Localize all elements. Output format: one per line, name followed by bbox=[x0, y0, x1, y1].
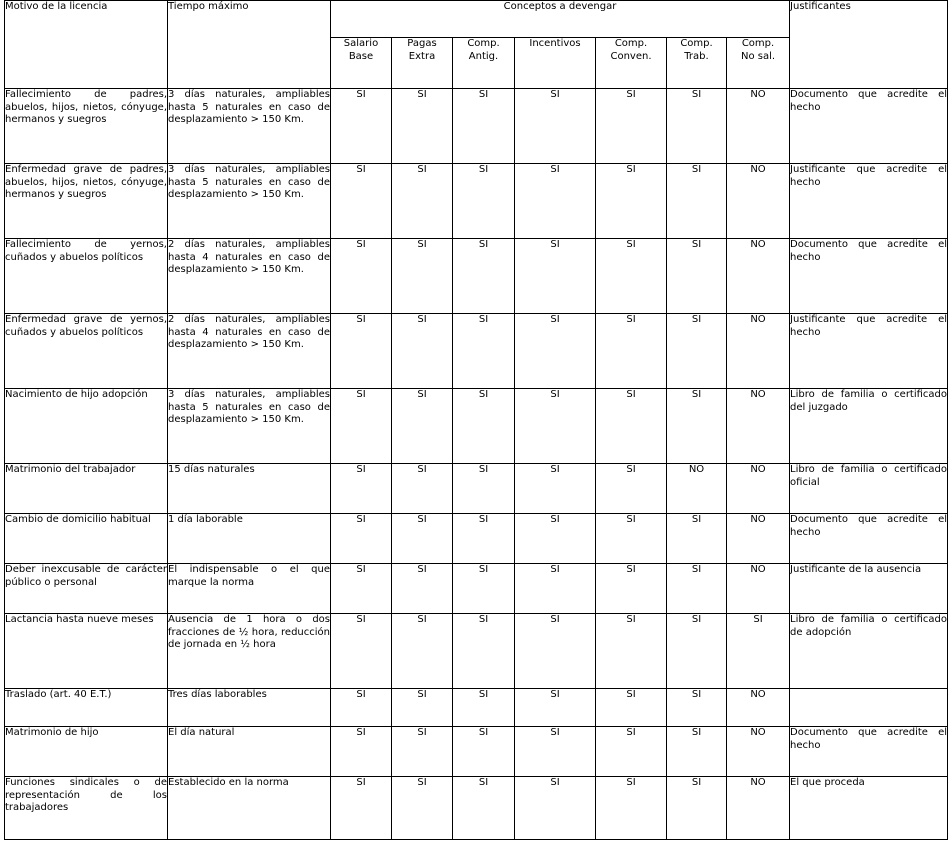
motivo-cell: Deber inexcusable de carácter público o personal bbox=[5, 564, 168, 614]
concepto-value-cell: SI bbox=[392, 464, 453, 514]
tiempo-cell: El indispensable o el que marque la norma bbox=[168, 564, 331, 614]
table-row bbox=[5, 89, 948, 164]
concepto-value-cell: NO bbox=[727, 514, 790, 564]
table-row bbox=[5, 389, 948, 464]
concepto-value-cell: SI bbox=[392, 727, 453, 777]
concepto-value-cell: SI bbox=[515, 164, 596, 239]
table-row bbox=[5, 614, 948, 689]
table-row bbox=[5, 564, 948, 614]
motivo-cell: Fallecimiento de padres, abuelos, hijos, nietos, cónyuge, hermanos y suegros bbox=[5, 89, 168, 164]
justificante-cell: Documento que acredite el hecho bbox=[790, 514, 948, 564]
table-row bbox=[5, 464, 948, 514]
concepto-value-cell: NO bbox=[727, 164, 790, 239]
concepto-value-cell: SI bbox=[331, 564, 392, 614]
concepto-value-cell: SI bbox=[596, 89, 667, 164]
concepto-value-cell: SI bbox=[331, 464, 392, 514]
concepto-value-cell: SI bbox=[453, 164, 515, 239]
concepto-value-cell: SI bbox=[392, 564, 453, 614]
concepto-value-cell: SI bbox=[667, 614, 727, 689]
header-sub-concepto bbox=[596, 38, 667, 89]
concepto-value-cell: SI bbox=[453, 89, 515, 164]
motivo-cell: Fallecimiento de yernos, cuñados y abuelos políticos bbox=[5, 239, 168, 314]
justificante-cell: Documento que acredite el hecho bbox=[790, 239, 948, 314]
concepto-value-cell: SI bbox=[515, 514, 596, 564]
justificante-cell: Libro de familia o certificado oficial bbox=[790, 464, 948, 514]
header-tiempo: Tiempo máximo bbox=[168, 1, 331, 89]
tiempo-cell: 3 días naturales, ampliables hasta 5 naturales en caso de desplazamiento > 150 Km. bbox=[168, 389, 331, 464]
motivo-cell: Matrimonio de hijo bbox=[5, 727, 168, 777]
concepto-value-cell: NO bbox=[727, 464, 790, 514]
licencias-table bbox=[4, 0, 948, 840]
motivo-cell: Cambio de domicilio habitual bbox=[5, 514, 168, 564]
concepto-value-cell: SI bbox=[453, 564, 515, 614]
concepto-value-cell: SI bbox=[515, 314, 596, 389]
concepto-value-cell: SI bbox=[392, 89, 453, 164]
concepto-value-cell: SI bbox=[453, 614, 515, 689]
concepto-value-cell: SI bbox=[331, 314, 392, 389]
concepto-value-cell: SI bbox=[392, 239, 453, 314]
header-sub-concepto bbox=[453, 38, 515, 89]
concepto-value-cell: SI bbox=[331, 777, 392, 840]
table-row bbox=[5, 777, 948, 840]
justificante-cell: Justificante que acredite el hecho bbox=[790, 164, 948, 239]
tiempo-cell: 2 días naturales, ampliables hasta 4 naturales en caso de desplazamiento > 150 Km. bbox=[168, 314, 331, 389]
concepto-value-cell: SI bbox=[667, 239, 727, 314]
concepto-value-cell: SI bbox=[596, 614, 667, 689]
concepto-value-cell: SI bbox=[596, 389, 667, 464]
header-row-top bbox=[5, 1, 948, 38]
concepto-value-cell: SI bbox=[515, 89, 596, 164]
concepto-value-cell: SI bbox=[667, 89, 727, 164]
table-row bbox=[5, 514, 948, 564]
header-motivo: Motivo de la licencia bbox=[5, 1, 168, 89]
concepto-value-cell: SI bbox=[515, 464, 596, 514]
motivo-cell: Funciones sindicales o de representación de los trabajadores bbox=[5, 777, 168, 840]
motivo-cell: Enfermedad grave de yernos, cuñados y abuelos políticos bbox=[5, 314, 168, 389]
concepto-value-cell: SI bbox=[331, 89, 392, 164]
header-sub-line: Conven. bbox=[610, 50, 652, 62]
header-sub-line: Comp. bbox=[614, 38, 648, 49]
concepto-value-cell: SI bbox=[515, 727, 596, 777]
table-row bbox=[5, 239, 948, 314]
motivo-cell: Enfermedad grave de padres, abuelos, hijos, nietos, cónyuge, hermanos y suegros bbox=[5, 164, 168, 239]
table-row bbox=[5, 689, 948, 727]
header-sub-line: Trab. bbox=[684, 50, 709, 62]
concepto-value-cell: SI bbox=[515, 564, 596, 614]
concepto-value-cell: SI bbox=[596, 689, 667, 727]
concepto-value-cell: SI bbox=[392, 164, 453, 239]
concepto-value-cell: NO bbox=[727, 89, 790, 164]
table-row bbox=[5, 727, 948, 777]
justificante-cell: Documento que acredite el hecho bbox=[790, 727, 948, 777]
justificante-cell: Documento que acredite el hecho bbox=[790, 89, 948, 164]
tiempo-cell: Ausencia de 1 hora o dos fracciones de ½ hora, reducción de jornada en ½ hora bbox=[168, 614, 331, 689]
header-sub-line: Base bbox=[348, 50, 374, 62]
header-sub-line: Antig. bbox=[468, 50, 499, 62]
concepto-value-cell: SI bbox=[392, 689, 453, 727]
concepto-value-cell: SI bbox=[596, 514, 667, 564]
header-sub-line: Extra bbox=[408, 50, 436, 62]
concepto-value-cell: SI bbox=[596, 727, 667, 777]
header-sub-concepto bbox=[331, 38, 392, 89]
header-sub-line: Comp. bbox=[741, 38, 775, 49]
concepto-value-cell: SI bbox=[453, 314, 515, 389]
concepto-value-cell: SI bbox=[331, 614, 392, 689]
header-sub-concepto bbox=[515, 38, 596, 89]
concepto-value-cell: SI bbox=[515, 614, 596, 689]
concepto-value-cell: SI bbox=[515, 389, 596, 464]
concepto-value-cell: SI bbox=[667, 727, 727, 777]
concepto-value-cell: SI bbox=[596, 239, 667, 314]
concepto-value-cell: NO bbox=[727, 689, 790, 727]
header-sub-concepto bbox=[667, 38, 727, 89]
concepto-value-cell: SI bbox=[667, 314, 727, 389]
concepto-value-cell: SI bbox=[667, 389, 727, 464]
concepto-value-cell: SI bbox=[453, 239, 515, 314]
concepto-value-cell: SI bbox=[667, 514, 727, 564]
concepto-value-cell: SI bbox=[453, 514, 515, 564]
concepto-value-cell: SI bbox=[453, 777, 515, 840]
concepto-value-cell: NO bbox=[727, 389, 790, 464]
concepto-value-cell: SI bbox=[667, 164, 727, 239]
justificante-cell: Libro de familia o certificado de adopción bbox=[790, 614, 948, 689]
concepto-value-cell: NO bbox=[727, 564, 790, 614]
concepto-value-cell: SI bbox=[596, 777, 667, 840]
concepto-value-cell: NO bbox=[667, 464, 727, 514]
tiempo-cell: El día natural bbox=[168, 727, 331, 777]
concepto-value-cell: SI bbox=[515, 777, 596, 840]
header-sub-line: Comp. bbox=[680, 38, 713, 49]
tiempo-cell: 2 días naturales, ampliables hasta 4 naturales en caso de desplazamiento > 150 Km. bbox=[168, 239, 331, 314]
concepto-value-cell: SI bbox=[515, 689, 596, 727]
concepto-value-cell: SI bbox=[453, 689, 515, 727]
concepto-value-cell: SI bbox=[331, 164, 392, 239]
concepto-value-cell: SI bbox=[331, 239, 392, 314]
table-row bbox=[5, 314, 948, 389]
motivo-cell: Lactancia hasta nueve meses bbox=[5, 614, 168, 689]
concepto-value-cell: SI bbox=[667, 564, 727, 614]
tiempo-cell: Tres días laborables bbox=[168, 689, 331, 727]
concepto-value-cell: SI bbox=[596, 314, 667, 389]
concepto-value-cell: SI bbox=[667, 689, 727, 727]
justificante-cell: Justificante que acredite el hecho bbox=[790, 314, 948, 389]
concepto-value-cell: SI bbox=[392, 514, 453, 564]
concepto-value-cell: NO bbox=[727, 727, 790, 777]
concepto-value-cell: SI bbox=[331, 389, 392, 464]
tiempo-cell: 3 días naturales, ampliables hasta 5 naturales en caso de desplazamiento > 150 Km. bbox=[168, 89, 331, 164]
concepto-value-cell: SI bbox=[515, 239, 596, 314]
header-sub-line: Incentivos bbox=[529, 38, 581, 49]
concepto-value-cell: SI bbox=[331, 514, 392, 564]
table-body bbox=[5, 89, 948, 840]
motivo-cell: Matrimonio del trabajador bbox=[5, 464, 168, 514]
header-conceptos: Conceptos a devengar bbox=[331, 1, 790, 38]
concepto-value-cell: SI bbox=[392, 389, 453, 464]
tiempo-cell: 1 día laborable bbox=[168, 514, 331, 564]
header-sub-line: Comp. bbox=[467, 38, 500, 49]
concepto-value-cell: SI bbox=[331, 727, 392, 777]
header-sub-line: Salario bbox=[343, 38, 379, 49]
concepto-value-cell: NO bbox=[727, 314, 790, 389]
header-sub-concepto bbox=[392, 38, 453, 89]
justificante-cell: El que proceda bbox=[790, 777, 948, 840]
concepto-value-cell: SI bbox=[667, 777, 727, 840]
header-sub-line: Pagas bbox=[407, 38, 437, 49]
concepto-value-cell: SI bbox=[453, 389, 515, 464]
header-sub-concepto bbox=[727, 38, 790, 89]
concepto-value-cell: NO bbox=[727, 239, 790, 314]
concepto-value-cell: SI bbox=[331, 689, 392, 727]
concepto-value-cell: SI bbox=[392, 314, 453, 389]
concepto-value-cell: SI bbox=[596, 164, 667, 239]
tiempo-cell: 3 días naturales, ampliables hasta 5 naturales en caso de desplazamiento > 150 Km. bbox=[168, 164, 331, 239]
tiempo-cell: 15 días naturales bbox=[168, 464, 331, 514]
concepto-value-cell: SI bbox=[596, 564, 667, 614]
motivo-cell: Traslado (art. 40 E.T.) bbox=[5, 689, 168, 727]
concepto-value-cell: SI bbox=[392, 614, 453, 689]
header-justificantes: Justificantes bbox=[790, 1, 948, 89]
justificante-cell: Justificante de la ausencia bbox=[790, 564, 948, 614]
concepto-value-cell: SI bbox=[453, 727, 515, 777]
concepto-value-cell: NO bbox=[727, 777, 790, 840]
motivo-cell: Nacimiento de hijo adopción bbox=[5, 389, 168, 464]
justificante-cell: Libro de familia o certificado del juzgado bbox=[790, 389, 948, 464]
tiempo-cell: Establecido en la norma bbox=[168, 777, 331, 840]
concepto-value-cell: SI bbox=[596, 464, 667, 514]
concepto-value-cell: SI bbox=[392, 777, 453, 840]
table-row bbox=[5, 164, 948, 239]
justificante-cell bbox=[790, 689, 948, 727]
concepto-value-cell: SI bbox=[453, 464, 515, 514]
header-sub-line: No sal. bbox=[740, 50, 776, 62]
concepto-value-cell: SI bbox=[727, 614, 790, 689]
